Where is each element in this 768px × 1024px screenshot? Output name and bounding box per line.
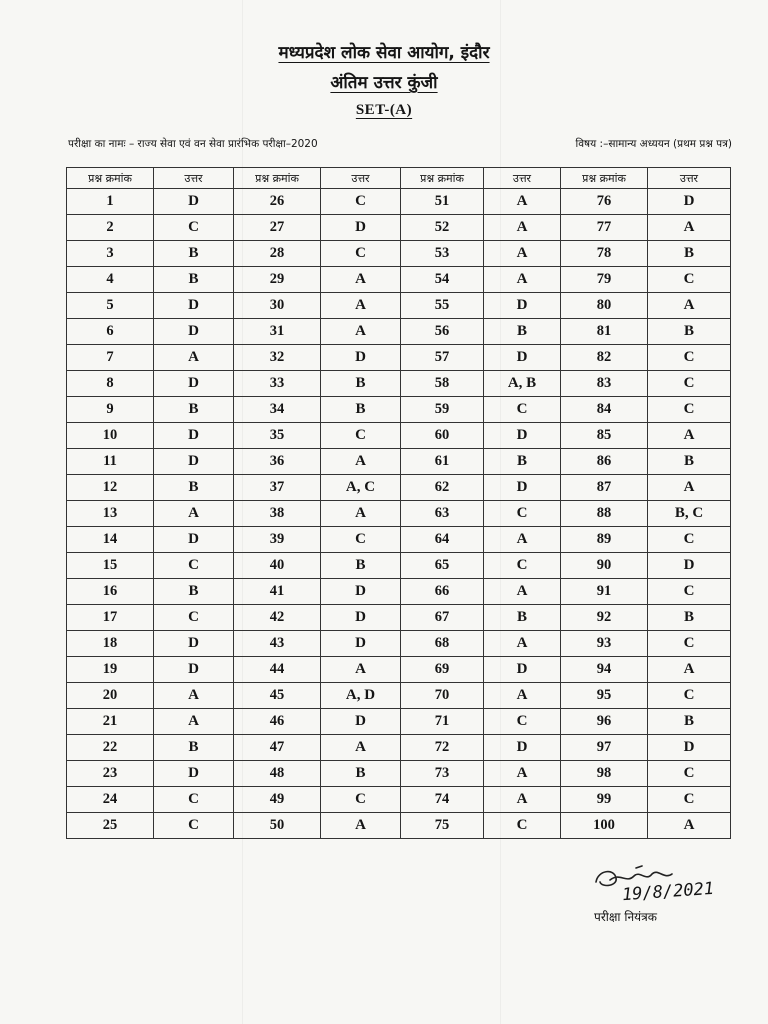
answer-cell: D: [484, 735, 561, 761]
question-number-cell: 60: [401, 423, 484, 449]
question-number-cell: 78: [561, 241, 648, 267]
question-number-cell: 37: [234, 475, 321, 501]
answer-cell: A: [484, 631, 561, 657]
question-number-cell: 15: [67, 553, 154, 579]
answer-cell: C: [648, 527, 731, 553]
question-number-cell: 47: [234, 735, 321, 761]
answer-cell: B: [321, 371, 401, 397]
question-number-cell: 38: [234, 501, 321, 527]
question-number-cell: 93: [561, 631, 648, 657]
answer-cell: A: [648, 475, 731, 501]
question-number-cell: 21: [67, 709, 154, 735]
question-number-cell: 56: [401, 319, 484, 345]
answer-cell: B: [648, 605, 731, 631]
table-row: [67, 813, 731, 839]
commission-title: मध्यप्रदेश लोक सेवा आयोग, इंदौर: [278, 43, 490, 63]
answer-cell: D: [484, 423, 561, 449]
question-number-cell: 70: [401, 683, 484, 709]
answer-cell: C: [648, 397, 731, 423]
question-number-cell: 53: [401, 241, 484, 267]
answer-cell: D: [484, 293, 561, 319]
question-number-cell: 20: [67, 683, 154, 709]
header-answer: उत्तर: [484, 168, 561, 189]
question-number-cell: 10: [67, 423, 154, 449]
answer-cell: A: [154, 501, 234, 527]
question-number-cell: 95: [561, 683, 648, 709]
question-number-cell: 83: [561, 371, 648, 397]
answer-cell: C: [321, 423, 401, 449]
question-number-cell: 33: [234, 371, 321, 397]
question-number-cell: 79: [561, 267, 648, 293]
header-question-number: प्रश्न क्रमांक: [234, 168, 321, 189]
question-number-cell: 66: [401, 579, 484, 605]
answer-cell: B: [154, 735, 234, 761]
document-title: अंतिम उत्तर कुंजी: [330, 73, 438, 93]
answer-cell: A: [484, 527, 561, 553]
table-row: [67, 761, 731, 787]
answer-cell: D: [321, 579, 401, 605]
question-number-cell: 18: [67, 631, 154, 657]
answer-cell: C: [648, 631, 731, 657]
answer-cell: A: [321, 319, 401, 345]
answer-cell: B: [648, 241, 731, 267]
question-number-cell: 31: [234, 319, 321, 345]
question-number-cell: 44: [234, 657, 321, 683]
table-row: [67, 267, 731, 293]
question-number-cell: 52: [401, 215, 484, 241]
header-answer: उत्तर: [648, 168, 731, 189]
question-number-cell: 81: [561, 319, 648, 345]
header-question-number: प्रश्न क्रमांक: [561, 168, 648, 189]
question-number-cell: 58: [401, 371, 484, 397]
answer-cell: A: [484, 683, 561, 709]
question-number-cell: 73: [401, 761, 484, 787]
question-number-cell: 62: [401, 475, 484, 501]
answer-cell: A: [321, 293, 401, 319]
question-number-cell: 87: [561, 475, 648, 501]
header-question-number: प्रश्न क्रमांक: [67, 168, 154, 189]
answer-cell: C: [648, 787, 731, 813]
table-row: [67, 293, 731, 319]
answer-cell: A: [321, 813, 401, 839]
answer-cell: A: [321, 735, 401, 761]
question-number-cell: 40: [234, 553, 321, 579]
answer-cell: A: [321, 267, 401, 293]
answer-cell: D: [321, 215, 401, 241]
answer-cell: A: [154, 709, 234, 735]
question-number-cell: 96: [561, 709, 648, 735]
answer-cell: C: [484, 397, 561, 423]
question-number-cell: 30: [234, 293, 321, 319]
question-number-cell: 63: [401, 501, 484, 527]
answer-cell: D: [154, 761, 234, 787]
answer-cell: A, C: [321, 475, 401, 501]
answer-cell: D: [154, 657, 234, 683]
answer-cell: D: [648, 189, 731, 215]
table-row: [67, 683, 731, 709]
table-row: [67, 501, 731, 527]
question-number-cell: 98: [561, 761, 648, 787]
question-number-cell: 3: [67, 241, 154, 267]
answer-cell: C: [154, 787, 234, 813]
question-number-cell: 22: [67, 735, 154, 761]
question-number-cell: 77: [561, 215, 648, 241]
question-number-cell: 12: [67, 475, 154, 501]
question-number-cell: 57: [401, 345, 484, 371]
answer-cell: B: [321, 397, 401, 423]
answer-key-table: [66, 167, 731, 839]
header-answer: उत्तर: [321, 168, 401, 189]
answer-cell: B: [321, 761, 401, 787]
table-row: [67, 787, 731, 813]
answer-cell: A: [648, 813, 731, 839]
question-number-cell: 42: [234, 605, 321, 631]
question-number-cell: 35: [234, 423, 321, 449]
answer-cell: B: [648, 319, 731, 345]
answer-cell: C: [484, 813, 561, 839]
question-number-cell: 64: [401, 527, 484, 553]
question-number-cell: 71: [401, 709, 484, 735]
question-number-cell: 32: [234, 345, 321, 371]
answer-cell: A: [484, 189, 561, 215]
question-number-cell: 29: [234, 267, 321, 293]
question-number-cell: 82: [561, 345, 648, 371]
question-number-cell: 46: [234, 709, 321, 735]
signature-date: 19/8/2021: [621, 878, 715, 906]
answer-cell: C: [321, 189, 401, 215]
question-number-cell: 14: [67, 527, 154, 553]
answer-cell: D: [154, 371, 234, 397]
question-number-cell: 61: [401, 449, 484, 475]
question-number-cell: 16: [67, 579, 154, 605]
question-number-cell: 24: [67, 787, 154, 813]
table-row: [67, 631, 731, 657]
header-question-number: प्रश्न क्रमांक: [401, 168, 484, 189]
answer-cell: A: [648, 423, 731, 449]
answer-cell: A: [321, 501, 401, 527]
answer-cell: C: [648, 345, 731, 371]
answer-cell: C: [648, 267, 731, 293]
answer-cell: D: [154, 631, 234, 657]
answer-cell: A: [484, 787, 561, 813]
question-number-cell: 5: [67, 293, 154, 319]
table-row: [67, 319, 731, 345]
table-row: [67, 371, 731, 397]
answer-cell: A: [321, 657, 401, 683]
question-number-cell: 19: [67, 657, 154, 683]
question-number-cell: 48: [234, 761, 321, 787]
answer-cell: D: [648, 735, 731, 761]
table-row: [67, 735, 731, 761]
question-number-cell: 2: [67, 215, 154, 241]
question-number-cell: 74: [401, 787, 484, 813]
answer-cell: A: [484, 215, 561, 241]
header-answer: उत्तर: [154, 168, 234, 189]
answer-cell: D: [154, 449, 234, 475]
answer-cell: D: [154, 423, 234, 449]
answer-cell: A: [484, 267, 561, 293]
table-row: [67, 215, 731, 241]
question-number-cell: 86: [561, 449, 648, 475]
controller-caption: परीक्षा नियंत्रक: [594, 910, 657, 924]
question-number-cell: 9: [67, 397, 154, 423]
answer-cell: B: [154, 475, 234, 501]
answer-cell: D: [648, 553, 731, 579]
answer-cell: C: [154, 605, 234, 631]
question-number-cell: 1: [67, 189, 154, 215]
question-number-cell: 76: [561, 189, 648, 215]
table-body: [67, 189, 731, 839]
answer-cell: B: [154, 241, 234, 267]
answer-cell: A: [648, 215, 731, 241]
table-row: [67, 423, 731, 449]
table-header-row: [67, 168, 731, 189]
answer-cell: C: [484, 501, 561, 527]
answer-cell: A: [648, 657, 731, 683]
question-number-cell: 88: [561, 501, 648, 527]
question-number-cell: 27: [234, 215, 321, 241]
question-number-cell: 59: [401, 397, 484, 423]
table-row: [67, 605, 731, 631]
table-row: [67, 189, 731, 215]
table-row: [67, 527, 731, 553]
question-number-cell: 39: [234, 527, 321, 553]
answer-cell: C: [484, 553, 561, 579]
answer-cell: A: [484, 761, 561, 787]
question-number-cell: 51: [401, 189, 484, 215]
question-number-cell: 45: [234, 683, 321, 709]
question-number-cell: 17: [67, 605, 154, 631]
question-number-cell: 4: [67, 267, 154, 293]
question-number-cell: 55: [401, 293, 484, 319]
question-number-cell: 89: [561, 527, 648, 553]
question-number-cell: 80: [561, 293, 648, 319]
answer-cell: A: [484, 241, 561, 267]
question-number-cell: 41: [234, 579, 321, 605]
question-number-cell: 68: [401, 631, 484, 657]
answer-cell: B: [154, 397, 234, 423]
answer-cell: D: [154, 293, 234, 319]
answer-cell: B: [484, 605, 561, 631]
answer-cell: B: [484, 449, 561, 475]
answer-cell: C: [648, 371, 731, 397]
answer-cell: B: [154, 267, 234, 293]
question-number-cell: 26: [234, 189, 321, 215]
set-label: SET-(A): [355, 102, 413, 118]
question-number-cell: 99: [561, 787, 648, 813]
question-number-cell: 65: [401, 553, 484, 579]
question-number-cell: 84: [561, 397, 648, 423]
answer-cell: C: [321, 527, 401, 553]
answer-cell: C: [648, 579, 731, 605]
answer-cell: D: [484, 475, 561, 501]
answer-cell: D: [484, 657, 561, 683]
table-row: [67, 709, 731, 735]
answer-cell: D: [321, 631, 401, 657]
subject-name: विषय :–सामान्य अध्ययन (प्रथम प्रश्न पत्र): [575, 138, 732, 150]
answer-cell: B: [154, 579, 234, 605]
answer-cell: C: [484, 709, 561, 735]
question-number-cell: 69: [401, 657, 484, 683]
answer-cell: D: [484, 345, 561, 371]
question-number-cell: 100: [561, 813, 648, 839]
answer-cell: A, D: [321, 683, 401, 709]
question-number-cell: 94: [561, 657, 648, 683]
table-row: [67, 579, 731, 605]
answer-cell: C: [321, 787, 401, 813]
question-number-cell: 90: [561, 553, 648, 579]
question-number-cell: 23: [67, 761, 154, 787]
question-number-cell: 43: [234, 631, 321, 657]
question-number-cell: 28: [234, 241, 321, 267]
table-row: [67, 241, 731, 267]
question-number-cell: 50: [234, 813, 321, 839]
question-number-cell: 97: [561, 735, 648, 761]
question-number-cell: 67: [401, 605, 484, 631]
answer-cell: A: [154, 683, 234, 709]
answer-cell: A, B: [484, 371, 561, 397]
table-row: [67, 553, 731, 579]
question-number-cell: 85: [561, 423, 648, 449]
question-number-cell: 49: [234, 787, 321, 813]
table-row: [67, 449, 731, 475]
answer-cell: D: [321, 709, 401, 735]
answer-cell: B: [484, 319, 561, 345]
question-number-cell: 72: [401, 735, 484, 761]
answer-cell: A: [648, 293, 731, 319]
table-row: [67, 475, 731, 501]
answer-cell: D: [321, 345, 401, 371]
table-row: [67, 397, 731, 423]
answer-cell: A: [154, 345, 234, 371]
answer-cell: C: [154, 215, 234, 241]
answer-cell: A: [484, 579, 561, 605]
question-number-cell: 92: [561, 605, 648, 631]
answer-cell: B: [321, 553, 401, 579]
answer-cell: B, C: [648, 501, 731, 527]
table-row: [67, 657, 731, 683]
answer-cell: D: [154, 319, 234, 345]
answer-cell: C: [154, 813, 234, 839]
answer-cell: D: [154, 527, 234, 553]
question-number-cell: 8: [67, 371, 154, 397]
answer-cell: B: [648, 449, 731, 475]
exam-name: परीक्षा का नामः – राज्य सेवा एवं वन सेवा प्रारंभिक परीक्षा–2020: [68, 138, 318, 150]
answer-cell: C: [648, 761, 731, 787]
question-number-cell: 25: [67, 813, 154, 839]
question-number-cell: 6: [67, 319, 154, 345]
question-number-cell: 7: [67, 345, 154, 371]
answer-cell: C: [321, 241, 401, 267]
answer-cell: D: [321, 605, 401, 631]
answer-cell: C: [648, 683, 731, 709]
question-number-cell: 11: [67, 449, 154, 475]
question-number-cell: 34: [234, 397, 321, 423]
question-number-cell: 36: [234, 449, 321, 475]
answer-cell: D: [154, 189, 234, 215]
table-row: [67, 345, 731, 371]
question-number-cell: 54: [401, 267, 484, 293]
answer-cell: A: [321, 449, 401, 475]
question-number-cell: 91: [561, 579, 648, 605]
question-number-cell: 75: [401, 813, 484, 839]
answer-cell: C: [154, 553, 234, 579]
answer-cell: B: [648, 709, 731, 735]
question-number-cell: 13: [67, 501, 154, 527]
